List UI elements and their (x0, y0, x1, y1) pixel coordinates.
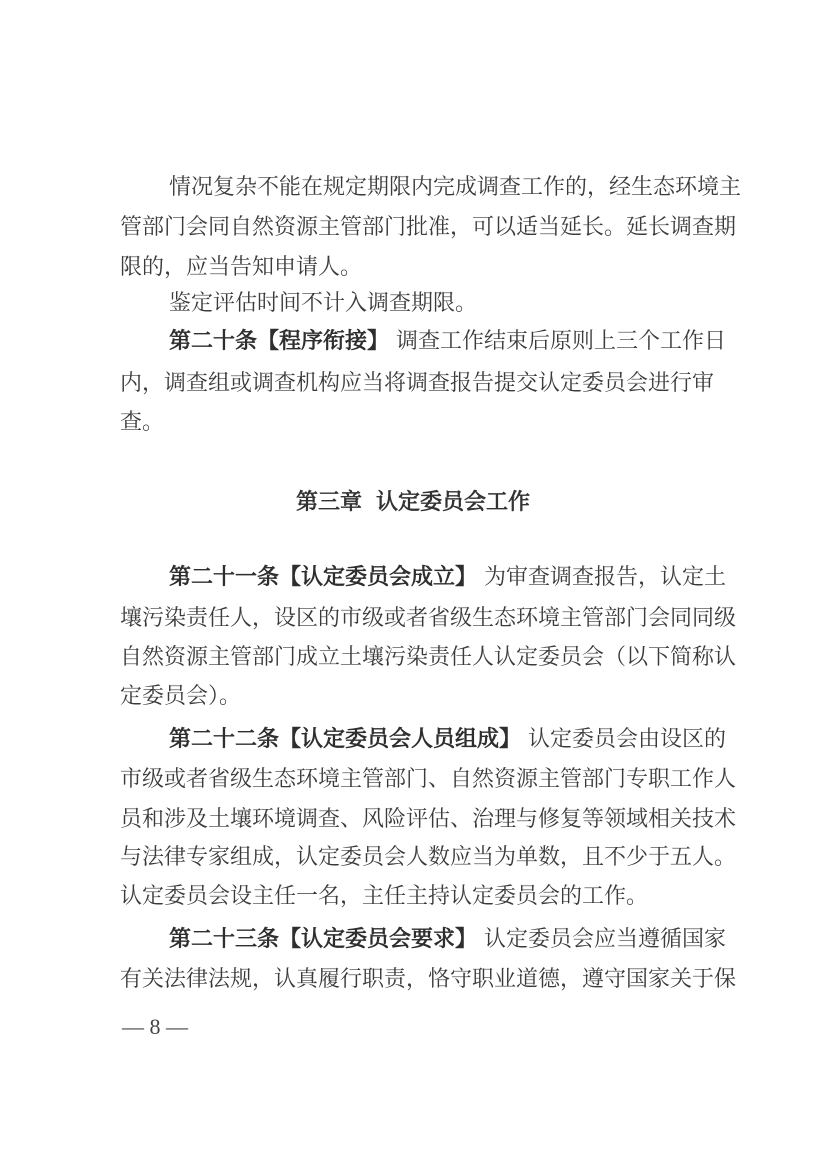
article-20-text: 调查工作结束后原则上三个工作日 (389, 329, 727, 354)
chapter-title: 认定委员会工作 (376, 490, 531, 515)
page-number: — 8 — (122, 1014, 188, 1039)
paragraph-line: 内，调查组或调查机构应当将调查报告提交认定委员会进行审 (120, 371, 715, 396)
chapter-number: 第三章 (295, 490, 362, 515)
article-23-text: 认定委员会应当遵循国家 (477, 927, 727, 952)
paragraph-line: 市级或者省级生态环境主管部门、自然资源主管部门专职工作人 (120, 767, 737, 792)
paragraph-line: 壤污染责任人，设区的市级或者省级生态环境主管部门会同同级 (120, 606, 737, 631)
article-23-label: 第二十三条【认定委员会要求】 (169, 927, 478, 952)
article-21-text: 为审查调查报告，认定土 (477, 565, 727, 590)
article-20-line (169, 327, 727, 357)
article-22-text: 认定委员会由设区的 (521, 727, 727, 752)
paragraph-line: 管部门会同自然资源主管部门批准，可以适当延长。延长调查期 (120, 215, 737, 240)
article-21-label: 第二十一条【认定委员会成立】 (169, 565, 478, 590)
article-21-line (169, 563, 727, 593)
article-22-label: 第二十二条【认定委员会人员组成】 (169, 727, 522, 752)
paragraph-line: 员和涉及土壤环境调查、风险评估、治理与修复等领域相关技术 (120, 807, 737, 832)
paragraph-line: 有关法律法规，认真履行职责，恪守职业道德，遵守国家关于保 (120, 967, 737, 992)
paragraph-line: 与法律专家组成，认定委员会人数应当为单数，且不少于五人。 (120, 845, 737, 870)
article-22-line (169, 725, 727, 755)
article-23-line (169, 925, 727, 955)
paragraph-line: 鉴定评估时间不计入调查期限。 (169, 291, 478, 316)
article-20-label: 第二十条【程序衔接】 (169, 329, 390, 354)
paragraph-line: 认定委员会设主任一名，主任主持认定委员会的工作。 (120, 884, 649, 909)
paragraph-line: 自然资源主管部门成立土壤污染责任人认定委员会（以下简称认 (120, 645, 737, 670)
paragraph-line: 限的，应当告知申请人。 (120, 255, 363, 280)
chapter-heading (0, 488, 826, 518)
paragraph-line: 定委员会）。 (120, 684, 242, 709)
paragraph-line: 情况复杂不能在规定期限内完成调查工作的，经生态环境主 (169, 175, 742, 200)
paragraph-line: 查。 (120, 410, 165, 435)
